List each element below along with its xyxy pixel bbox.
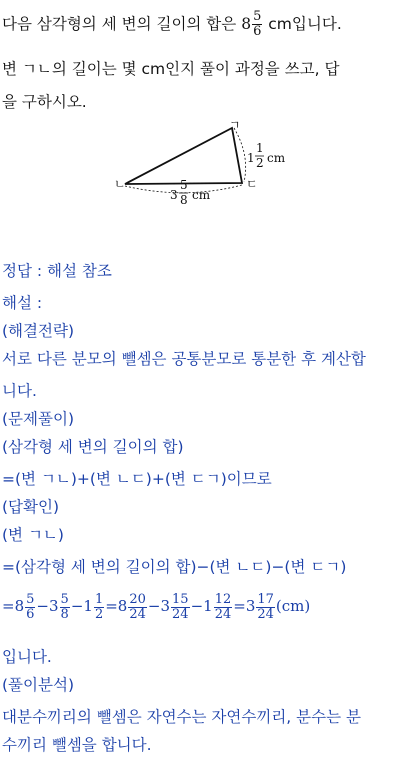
right-side-whole: 1 [247,151,255,165]
eq-d-denominator: 24 [129,606,146,622]
check-text-2: =(삼각형 세 변의 길이의 합)−(변 ㄴㄷ)−(변 ㄷㄱ) [2,558,347,576]
eq-e-numerator: 15 [172,591,189,607]
eq-a-denominator: 6 [26,606,35,622]
eq-equals: = [2,597,15,615]
strategy-text-2: 니다. [2,382,37,400]
analysis-text-2: 수끼리 뺄셈을 합니다. [2,736,152,754]
eq-r-denominator: 24 [257,606,274,622]
eq-b-denominator: 8 [60,606,69,622]
eq-b-whole: 3 [48,597,59,615]
eq-minus-3: − [147,597,161,615]
eq-b-fraction [60,593,70,622]
problem-unit-text: cm입니다. [268,15,342,33]
problem-text: 다음 삼각형의 세 변의 길이의 합은 [2,15,242,33]
total-whole: 8 [241,15,252,33]
eq-c-denominator: 2 [94,606,104,622]
eq-b-numerator: 5 [60,591,69,607]
eq-equals-3: = [233,597,246,615]
eq-a-numerator: 5 [26,591,35,607]
total-fraction [252,10,262,39]
equation-line [2,586,310,626]
strategy-heading: (해결전략) [2,322,74,340]
eq-unit: (cm) [275,597,311,615]
check-text-1: (변 ㄱㄴ) [2,526,64,544]
eq-minus-2: − [70,597,84,615]
right-side-numerator: 1 [256,141,264,155]
eq-c-fraction [94,593,104,622]
eq-equals-2: = [105,597,118,615]
bottom-side-numerator: 5 [180,178,188,192]
vertex-top-label: ㄱ [229,118,241,132]
eq-minus-4: − [190,597,204,615]
conclusion-text: 입니다. [2,648,52,666]
triangle-svg [0,118,400,208]
triangle-shape [125,128,242,184]
total-denominator: 6 [253,24,262,39]
total-numerator: 5 [253,9,262,24]
eq-r-whole: 3 [245,597,256,615]
eq-minus-1: − [36,597,49,615]
bottom-side-denominator: 8 [180,193,188,207]
eq-a-fraction [25,593,35,622]
eq-r-fraction [256,593,275,622]
eq-d-fraction [128,593,147,622]
solution-heading: (문제풀이) [2,410,74,428]
eq-d-whole: 8 [117,597,128,615]
analysis-text-1: 대분수끼리의 뺄셈은 자연수는 자연수끼리, 분수는 분 [2,708,361,726]
bottom-side-whole: 3 [170,188,178,202]
right-side-denominator: 2 [256,156,264,170]
eq-f-whole: 1 [203,597,213,615]
bottom-side-unit: cm [192,188,211,202]
eq-e-fraction [171,593,190,622]
problem-line-2: 변 ㄱㄴ의 길이는 몇 cm인지 풀이 과정을 쓰고, 답 [2,60,340,78]
eq-r-numerator: 17 [257,591,274,607]
vertex-right-label: ㄷ [246,177,258,191]
eq-f-denominator: 24 [214,606,232,622]
problem-line-1 [2,10,342,39]
eq-f-numerator: 12 [214,591,232,607]
solution-text-2: =(변 ㄱㄴ)+(변 ㄴㄷ)+(변 ㄷㄱ)이므로 [2,470,272,488]
solution-text-1: (삼각형 세 변의 길이의 합) [2,438,184,456]
eq-a-whole: 8 [14,597,25,615]
problem-line-3: 을 구하시오. [2,93,87,111]
check-heading: (답확인) [2,498,60,516]
explanation-heading: 해설 : [2,294,43,312]
eq-c-numerator: 1 [94,591,104,607]
eq-e-denominator: 24 [172,606,189,622]
vertex-left-label: ㄴ [114,177,126,191]
answer-line: 정답 : 해설 참조 [2,262,112,280]
strategy-text-1: 서로 다른 분모의 뺄셈은 공통분모로 통분한 후 계산합 [2,350,366,368]
eq-e-whole: 3 [160,597,171,615]
analysis-heading: (풀이분석) [2,676,74,694]
eq-c-whole: 1 [83,597,93,615]
eq-f-fraction [214,593,233,622]
eq-d-numerator: 20 [129,591,146,607]
right-side-unit: cm [267,151,286,165]
triangle-figure [0,118,400,208]
